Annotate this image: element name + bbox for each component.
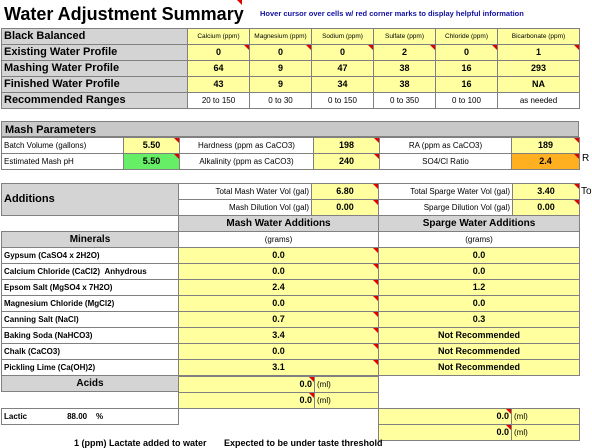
mash-dilution-input[interactable]: 0.00 [312, 200, 379, 216]
batch-volume-input[interactable]: 5.50 [124, 138, 180, 154]
sparge-additions-header: Sparge Water Additions [379, 216, 580, 232]
mineral-label: Magnesium Chloride (MgCl2) [2, 296, 179, 312]
value-cell[interactable]: 1 [498, 45, 580, 61]
mash-mineral-input[interactable]: 0.0 [179, 264, 379, 280]
list-item [2, 328, 580, 344]
value-cell: 16 [436, 61, 498, 77]
mineral-label: Pickling Lime (Ca(OH)2) [2, 360, 179, 376]
total-sparge-value[interactable]: 3.40 [513, 184, 580, 200]
value-cell: 38 [374, 77, 436, 93]
list-item [2, 248, 580, 264]
batch-volume-label: Batch Volume (gallons) [2, 138, 124, 154]
alkalinity-label: Alkalinity (ppm as CaCO3) [180, 154, 314, 170]
list-item [2, 280, 580, 296]
value-cell: 9 [250, 77, 312, 93]
hardness-label: Hardness (ppm as CaCO3) [180, 138, 314, 154]
list-item [2, 360, 580, 376]
value-cell: as needed [498, 93, 580, 109]
alkalinity-value[interactable]: 240 [314, 154, 380, 170]
value-cell: 9 [250, 61, 312, 77]
sparge-mineral-value: 0.0 [379, 296, 580, 312]
col-header-bicarbonate: Bicarbonate (ppm) [498, 29, 580, 45]
sparge-mineral-value: 0.0 [379, 248, 580, 264]
total-sparge-label: Total Sparge Water Vol (gal) [379, 184, 513, 200]
table-row [2, 61, 580, 77]
col-header-chloride: Chloride (ppm) [436, 29, 498, 45]
additions-table [1, 183, 580, 216]
ml-unit: (ml) [512, 409, 580, 425]
additions-header: Additions [2, 184, 179, 216]
acids-header: Acids [2, 376, 179, 392]
value-cell[interactable]: 0 [250, 45, 312, 61]
table-row [2, 93, 580, 109]
total-mash-label: Total Mash Water Vol (gal) [179, 184, 312, 200]
ra-label: RA (ppm as CaCO3) [380, 138, 512, 154]
sparge-mineral-value: 0.0 [379, 264, 580, 280]
row-label: Mashing Water Profile [2, 61, 188, 77]
col-header-calcium: Calcium (ppm) [188, 29, 250, 45]
value-cell: 34 [312, 77, 374, 93]
value-cell: 0 to 100 [436, 93, 498, 109]
list-item [2, 264, 580, 280]
mash-grams-unit: (grams) [179, 232, 379, 248]
ml-unit: (ml) [315, 377, 379, 393]
estimated-ph-value[interactable]: 5.50 [124, 154, 180, 170]
hardness-value[interactable]: 198 [314, 138, 380, 154]
comment-marker-icon [237, 0, 242, 5]
mash-mineral-input[interactable]: 0.0 [179, 296, 379, 312]
row-label: Finished Water Profile [2, 77, 188, 93]
page-title: Water Adjustment Summary [4, 4, 244, 24]
lactic-percent: 88.00 [67, 412, 88, 421]
sparge-mineral-value: 0.3 [379, 312, 580, 328]
sparge-acid-input[interactable]: 0.0 [379, 409, 512, 425]
mash-dilution-label: Mash Dilution Vol (gal) [179, 200, 312, 216]
profile-name: Black Balanced [2, 29, 188, 45]
col-header-magnesium: Magnesium (ppm) [250, 29, 312, 45]
mash-mineral-input[interactable]: 3.4 [179, 328, 379, 344]
value-cell: 47 [312, 61, 374, 77]
value-cell[interactable]: 2 [374, 45, 436, 61]
row-label: Recommended Ranges [2, 93, 188, 109]
row-label: Existing Water Profile [2, 45, 188, 61]
col-header-sulfate: Sulfate (ppm) [374, 29, 436, 45]
table-row [2, 45, 580, 61]
total-sparge-suffix: To [581, 186, 592, 197]
mash-additions-header: Mash Water Additions [179, 216, 379, 232]
ml-unit: (ml) [315, 393, 379, 409]
mineral-label: Chalk (CaCO3) [2, 344, 179, 360]
mineral-label: Gypsum (CaSO4 x 2H2O) [2, 248, 179, 264]
mash-mineral-input[interactable]: 0.0 [179, 248, 379, 264]
lactic-label: Lactic 88.00 % [2, 409, 179, 425]
ml-unit: (ml) [512, 425, 580, 441]
sparge-grams-unit: (grams) [379, 232, 580, 248]
col-header-sodium: Sodium (ppm) [312, 29, 374, 45]
minerals-header: Minerals [2, 232, 179, 248]
sparge-dilution-label: Sparge Dilution Vol (gal) [379, 200, 513, 216]
footnote: 1 (ppm) Lactate added to water Expected to be under taste threshold [74, 438, 383, 448]
ratio-suffix: R [582, 153, 590, 164]
mineral-label: Baking Soda (NaHCO3) [2, 328, 179, 344]
list-item [2, 296, 580, 312]
value-cell: 293 [498, 61, 580, 77]
mash-acid-input[interactable]: 0.0 [179, 393, 315, 409]
mineral-label: Epsom Salt (MgSO4 x 7H2O) [2, 280, 179, 296]
value-cell: 0 to 150 [312, 93, 374, 109]
minerals-table [1, 215, 580, 392]
value-cell: 38 [374, 61, 436, 77]
mineral-label: Calcium Chloride (CaCl2) Anhydrous [2, 264, 179, 280]
sparge-mineral-value: 1.2 [379, 280, 580, 296]
table-row [2, 77, 580, 93]
sparge-mineral-value: Not Recommended [379, 360, 580, 376]
mash-parameters-header: Mash Parameters [1, 121, 579, 137]
value-cell: 16 [436, 77, 498, 93]
mash-parameters-table [1, 137, 580, 170]
value-cell: 0 to 350 [374, 93, 436, 109]
sparge-mineral-value: Not Recommended [379, 328, 580, 344]
mash-acid-input[interactable]: 0.0 [179, 377, 315, 393]
value-cell: 43 [188, 77, 250, 93]
mineral-label: Canning Salt (NaCl) [2, 312, 179, 328]
hint-text: Hover cursor over cells w/ red corner marks to display helpful information [260, 9, 524, 18]
ra-value[interactable]: 189 [512, 138, 580, 154]
value-cell: 64 [188, 61, 250, 77]
value-cell[interactable]: 0 [436, 45, 498, 61]
estimated-ph-label: Estimated Mash pH [2, 154, 124, 170]
list-item [2, 344, 580, 360]
sparge-acid-input[interactable]: 0.0 [379, 425, 512, 441]
sparge-mineral-value: Not Recommended [379, 344, 580, 360]
value-cell: 0 to 30 [250, 93, 312, 109]
mash-mineral-input[interactable]: 3.1 [179, 360, 379, 376]
acids-table [1, 376, 580, 441]
mash-mineral-input[interactable]: 0.7 [179, 312, 379, 328]
ratio-value[interactable]: 2.4 [512, 154, 580, 170]
value-cell: 20 to 150 [188, 93, 250, 109]
mash-mineral-input[interactable]: 0.0 [179, 344, 379, 360]
water-profile-table [1, 28, 580, 109]
total-mash-value[interactable]: 6.80 [312, 184, 379, 200]
mash-mineral-input[interactable]: 2.4 [179, 280, 379, 296]
value-cell[interactable]: 0 [312, 45, 374, 61]
list-item [2, 312, 580, 328]
value-cell[interactable]: 0 [188, 45, 250, 61]
sparge-dilution-input[interactable]: 0.00 [513, 200, 580, 216]
anhydrous-label: Anhydrous [104, 267, 147, 276]
value-cell: NA [498, 77, 580, 93]
ratio-label: SO4/Cl Ratio [380, 154, 512, 170]
